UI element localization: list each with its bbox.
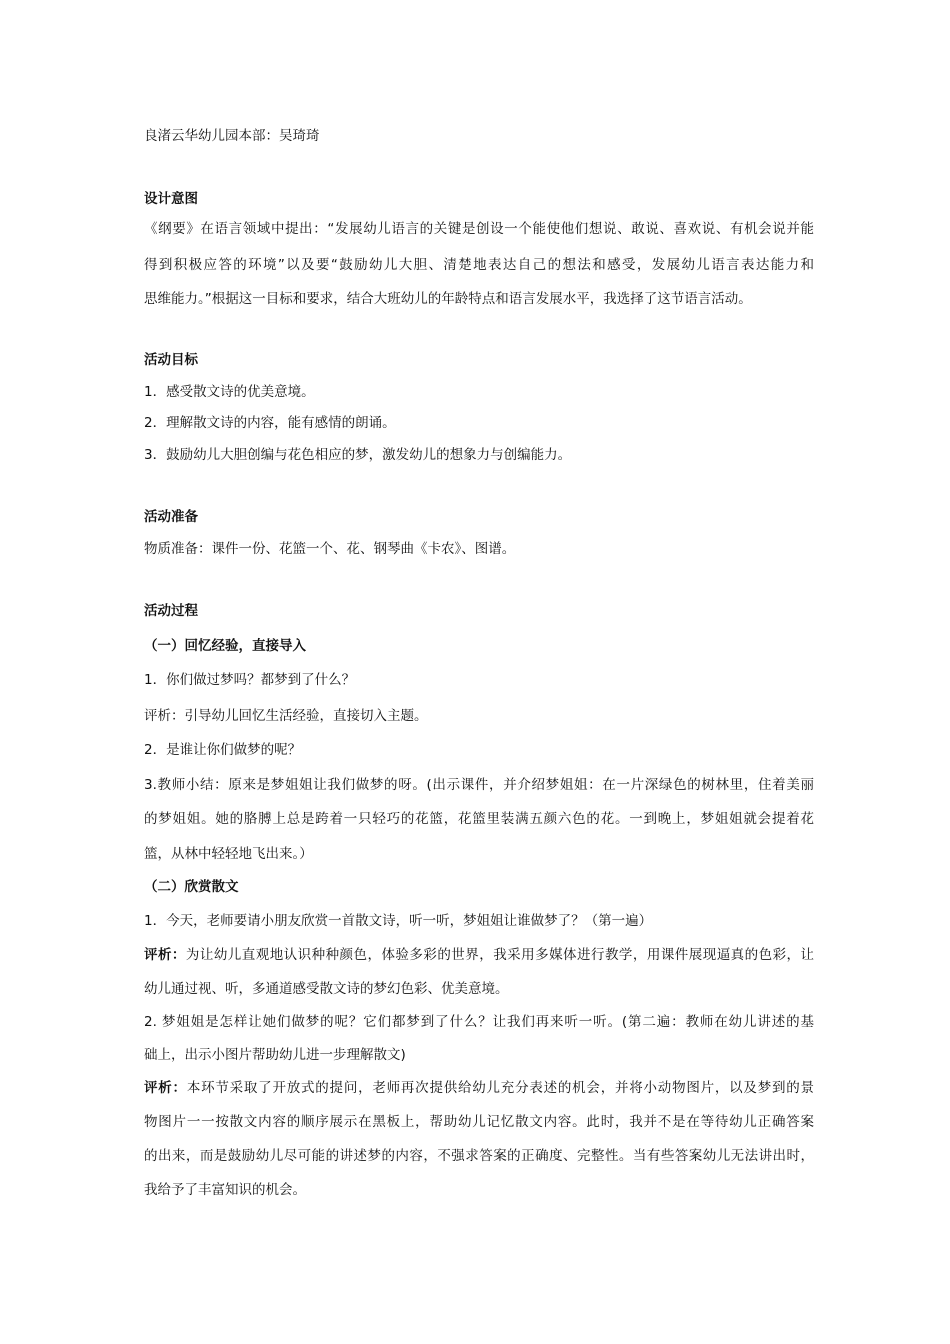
design-heading: 设计意图: [144, 191, 198, 207]
design-paragraph-line: 思维能力。”根据这一目标和要求，结合大班幼儿的年龄特点和语言发展水平，我选择了这节语言活动。: [144, 291, 752, 307]
comment-label: 评析：: [144, 947, 186, 963]
part1-question: 1．你们做过梦吗？都梦到了什么？: [144, 672, 356, 688]
comment-text: 本环节采取了开放式的提问，老师再次提供给幼儿充分表述的机会，并将小动物图片，以及梦到的景: [186, 1080, 815, 1096]
part1-question: 2．是谁让你们做梦的呢？: [144, 742, 302, 758]
design-paragraph-line: 《纲要》在语言领域中提出：“发展幼儿语言的关键是创设一个能使他们想说、敢说、喜欢说、有机会说并能: [144, 221, 814, 237]
part2-comment-line: 幼儿通过视、听，多通道感受散文诗的梦幻色彩、优美意境。: [144, 981, 509, 997]
part2-comment-line: 我给予了丰富知识的机会。: [144, 1182, 306, 1198]
part1-summary-line: 的梦姐姐。她的胳膊上总是跨着一只轻巧的花篮，花篮里装满五颜六色的花。一到晚上，梦姐姐就会提着花: [144, 811, 814, 827]
part1-comment: 评析：引导幼儿回忆生活经验，直接切入主题。: [144, 708, 428, 724]
design-paragraph-line: 得到积极应答的环境”以及要“鼓励幼儿大胆、清楚地表达自己的想法和感受，发展幼儿语言表达能力和: [144, 257, 814, 273]
part2-comment-line: [144, 1078, 814, 1098]
author-line: 良渚云华幼儿园本部：吴琦琦: [144, 128, 320, 144]
part2-comment-line: 物图片一一按散文内容的顺序展示在黑板上，帮助幼儿记忆散文内容。此时，我并不是在等待幼儿正确答案: [144, 1114, 814, 1130]
goal-item: 1．感受散文诗的优美意境。: [144, 384, 315, 400]
part1-summary-line: 篮，从林中轻轻地飞出来。）: [144, 846, 313, 862]
process-heading: 活动过程: [144, 603, 198, 619]
prep-heading: 活动准备: [144, 509, 198, 525]
part2-comment-line: 的出来，而是鼓励幼儿尽可能的讲述梦的内容，不强求答案的正确度、完整性。当有些答案幼儿无法讲出时，: [144, 1148, 814, 1164]
part2-question: 1．今天，老师要请小朋友欣赏一首散文诗，听一听，梦姐姐让谁做梦了？（第一遍）: [144, 913, 653, 929]
part2-comment-line: [144, 945, 814, 965]
comment-text: 为让幼儿直观地认识种种颜色，体验多彩的世界，我采用多媒体进行教学，用课件展现逼真的色彩，让: [185, 947, 815, 963]
goal-item: 2．理解散文诗的内容，能有感情的朗诵。: [144, 415, 396, 431]
comment-label: 评析：: [144, 1080, 187, 1096]
part1-summary-line: 3.教师小结：原来是梦姐姐让我们做梦的呀。(出示课件，并介绍梦姐姐：在一片深绿色的树林里，住着美丽: [144, 777, 814, 793]
part1-title: （一）回忆经验，直接导入: [144, 638, 306, 654]
part2-title: （二）欣赏散文: [144, 879, 239, 895]
part2-question-line: 2. 梦姐姐是怎样让她们做梦的呢？它们都梦到了什么？让我们再来听一听。(第二遍：教师在幼儿讲述的基: [144, 1014, 814, 1030]
prep-text: 物质准备：课件一份、花篮一个、花、钢琴曲《卡农》、图谱。: [144, 541, 516, 557]
part2-question-line: 础上，出示小图片帮助幼儿进一步理解散文): [144, 1047, 406, 1063]
goal-item: 3．鼓励幼儿大胆创编与花色相应的梦，激发幼儿的想象力与创编能力。: [144, 447, 572, 463]
goals-heading: 活动目标: [144, 352, 198, 368]
